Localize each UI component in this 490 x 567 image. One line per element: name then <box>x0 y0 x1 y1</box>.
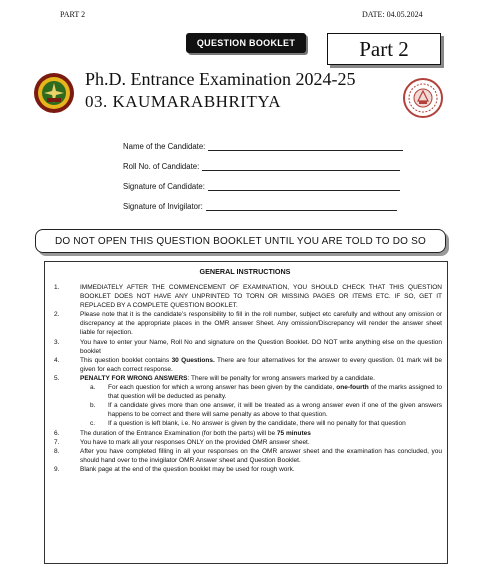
part-label-box: Part 2 <box>327 33 441 65</box>
list-item: 8. After you have completed filling in all your responses on the OMR answer sheet and the examination has concluded, you should hand over to the invigilator OMR Answer sheet and Question Booklet. <box>54 447 442 464</box>
university-emblem-icon <box>33 72 75 114</box>
list-item: 1. IMMEDIATELY AFTER THE COMMENCEMENT OF EXAMINATION, YOU SHOULD CHECK THAT THIS QUESTION BOOKLET DOES NOT HAVE ANY UNPRINTED TO TORN OR MISSING PAGES OR ITEMS ETC. IF SO, GET IT REPLACED BY A COMPLETE QUESTION BOOKLET. <box>54 284 442 310</box>
header-part-label: PART 2 <box>60 10 86 19</box>
invigilator-signature-field[interactable]: Signature of Invigilator: <box>123 202 397 211</box>
do-not-open-warning: DO NOT OPEN THIS QUESTION BOOKLET UNTIL YOU ARE TOLD TO DO SO <box>35 229 446 253</box>
list-subitem: b. If a candidate gives more than one answer, it will be treated as a wrong answer even if one of the given answers happens to be correct and there will same penalty as above to that question. <box>90 402 442 419</box>
instructions-title: GENERAL INSTRUCTIONS <box>199 267 291 276</box>
list-item: 6. The duration of the Entrance Examination (for both the parts) will be 75 minutes <box>54 429 311 437</box>
list-item: 2. Please note that it is the candidate’s responsibility to fill in the roll number, subject etc carefully and without any omission or discrepancy at the appropriate places in the OMR answer Sheet. Any omission/Discrepancy will render the answer sheet liable for rejection. <box>54 311 442 337</box>
list-item: 4. This question booklet contains 30 Questions. There are four alternatives for the answer to every question. 01 mark will be given for each correct response. <box>54 356 443 373</box>
list-subitem: a. For each question for which a wrong answer has been given by the candidate, one-fourth of the marks assigned to that question will be deducted as penalty. <box>90 384 442 401</box>
roll-number-field[interactable]: Roll No. of Candidate: <box>123 162 400 171</box>
exam-title: Ph.D. Entrance Examination 2024-25 <box>85 69 356 89</box>
list-item: 3. You have to enter your Name, Roll No and signature on the Question Booklet. DO NOT write anything else on the question booklet <box>54 338 442 355</box>
list-item: 5. PENALTY FOR WRONG ANSWERS: There will be penalty for wrong answers marked by a candidate. <box>54 374 375 382</box>
list-subitem: c. If a question is left blank, i.e. No answer is given by the candidate, there will no penalty for that question <box>90 420 406 428</box>
subject-title: 03. KAUMARABHRITYA <box>85 92 282 111</box>
candidate-name-field[interactable]: Name of the Candidate: <box>123 142 403 151</box>
candidate-signature-field[interactable]: Signature of Candidate: <box>123 182 400 191</box>
list-item: 7. You have to mark all your responses ONLY on the provided OMR answer sheet. <box>54 438 310 446</box>
header-date: DATE: 04.05.2024 <box>362 10 423 19</box>
list-item: 9. Blank page at the end of the question booklet may be used for rough work. <box>54 465 295 473</box>
question-booklet-badge: QUESTION BOOKLET <box>186 33 306 53</box>
instructions-list <box>54 283 442 474</box>
seal-icon <box>402 77 444 119</box>
